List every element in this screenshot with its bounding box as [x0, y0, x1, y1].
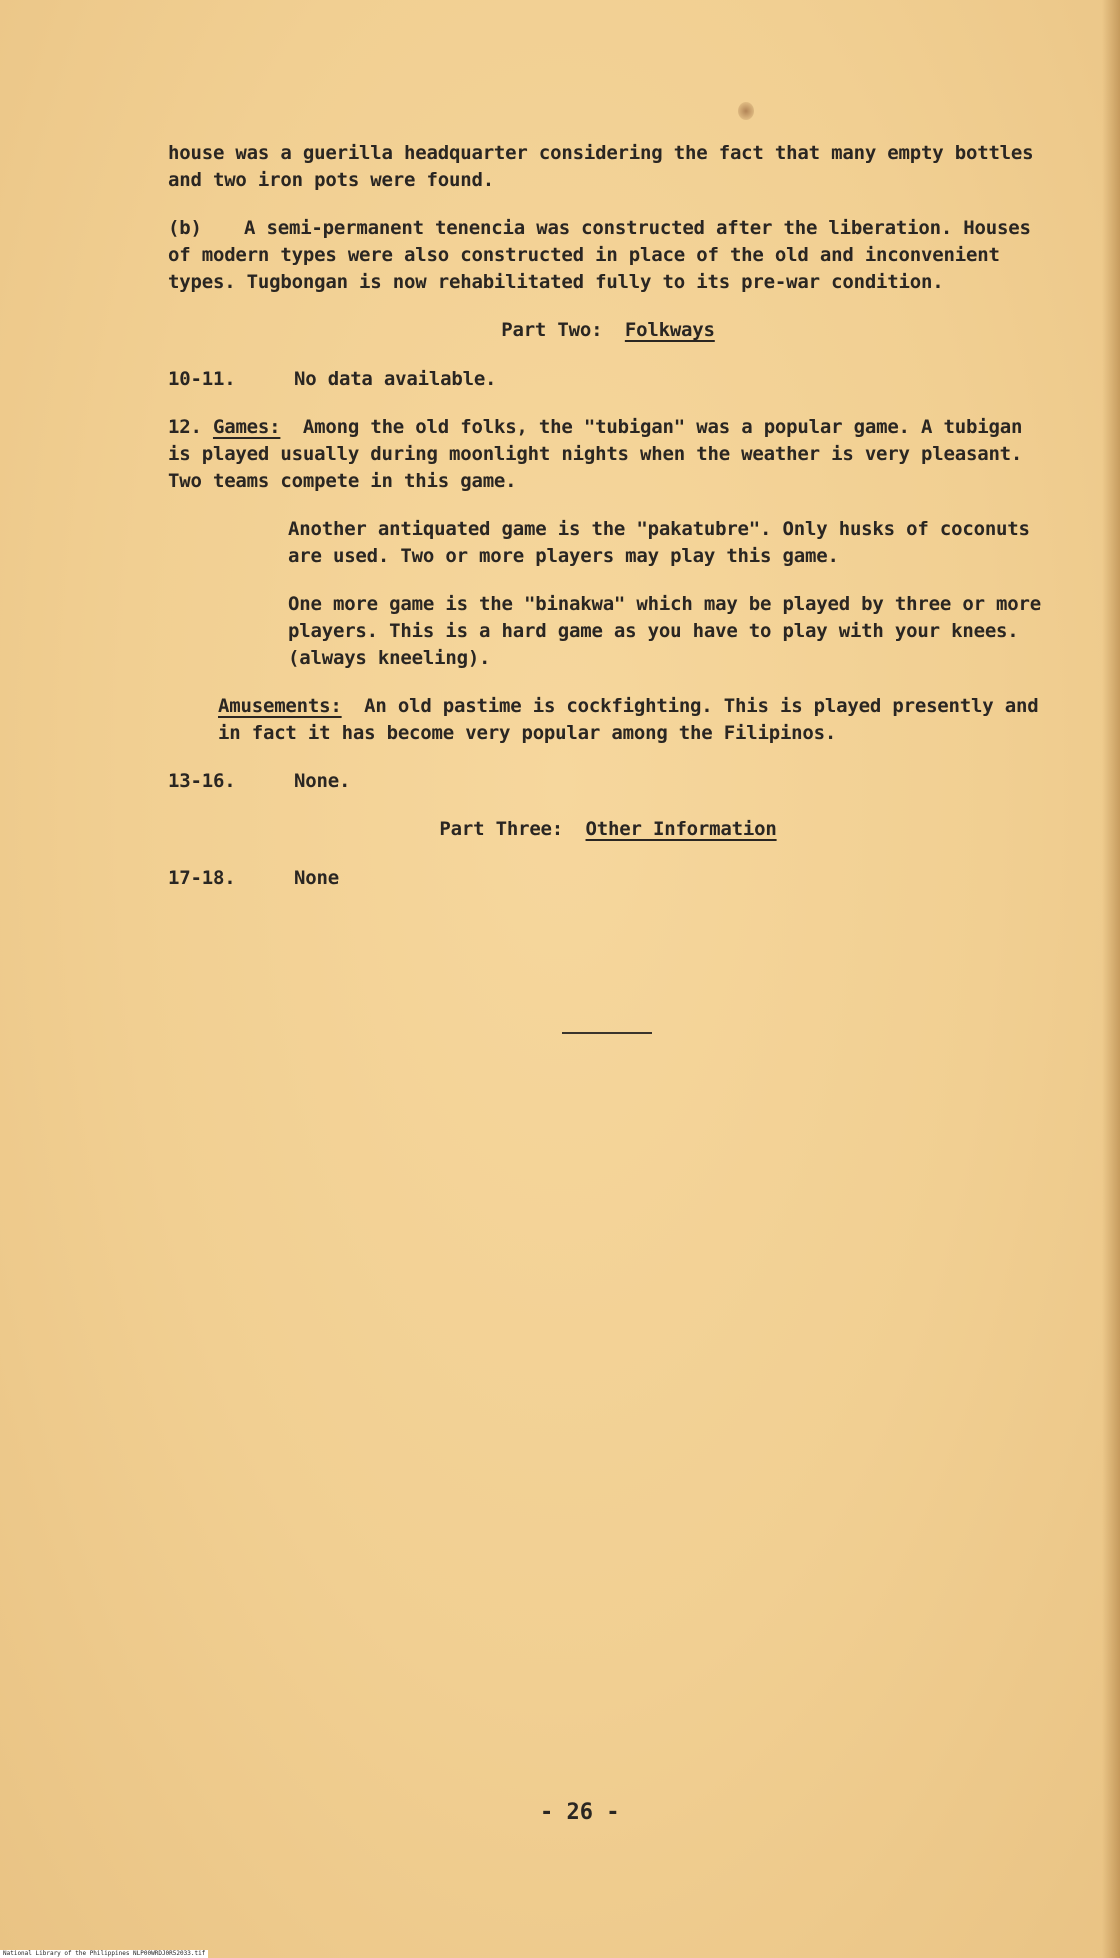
item-13-16-label: 13-16.	[168, 770, 236, 792]
document-body	[168, 140, 1048, 892]
paragraph-b-label: (b)	[168, 217, 202, 239]
paragraph-guerilla: house was a guerilla headquarter considering the fact that many empty bottles and two iron pots were found.	[168, 142, 1034, 191]
item-10-11-label: 10-11.	[168, 368, 236, 390]
page-number: - 26 -	[540, 1800, 620, 1825]
games-paragraph-2: Another antiquated game is the "pakatubre". Only husks of coconuts are used. Two or more players may play this game.	[288, 518, 1030, 567]
games-label: Games:	[212, 416, 281, 438]
part-two-heading	[168, 317, 1048, 344]
amusements-text: An old pastime is cockfighting. This is played presently and in fact it has become very popular among the Filipinos.	[218, 695, 1039, 744]
scan-footer: National Library of the Philippines NLP00WRDJ0R52033.tif	[0, 1950, 208, 1958]
item-17-18-label: 17-18.	[168, 867, 236, 889]
section-divider	[562, 1032, 652, 1034]
games-text: Among the old folks, the "tubigan" was a popular game. A tubigan is played usually during moonlight nights when the weather is very pleasant. Two teams compete in this game.	[168, 416, 1023, 492]
games-paragraph	[168, 414, 1048, 495]
item-17-18	[168, 865, 1048, 892]
ink-stain	[738, 102, 754, 120]
item-10-11-text: No data available.	[294, 368, 497, 390]
item-13-16	[168, 768, 1048, 795]
part-three-heading	[168, 816, 1048, 843]
paragraph-b-text: A semi-permanent tenencia was constructed after the liberation. Houses of modern types were also constructed in place of the old and inconvenient types. Tugbongan is now rehabilitated fully to its pre-war condition.	[168, 217, 1031, 293]
games-paragraph-3: One more game is the "binakwa" which may be played by three or more players. This is a hard game as you have to play with your knees. (always kneeling).	[288, 593, 1042, 669]
games-number: 12.	[168, 416, 202, 438]
paragraph-b	[168, 215, 1048, 296]
part-two-prefix: Part Two:	[501, 319, 603, 341]
item-17-18-text: None	[294, 867, 339, 889]
part-three-prefix: Part Three:	[439, 818, 564, 840]
part-three-title: Other Information	[585, 818, 777, 840]
item-13-16-text: None.	[294, 770, 351, 792]
part-two-title: Folkways	[624, 319, 715, 341]
amusements-label: Amusements:	[218, 695, 342, 717]
amusements-paragraph	[168, 693, 1048, 747]
item-10-11	[168, 366, 1048, 393]
